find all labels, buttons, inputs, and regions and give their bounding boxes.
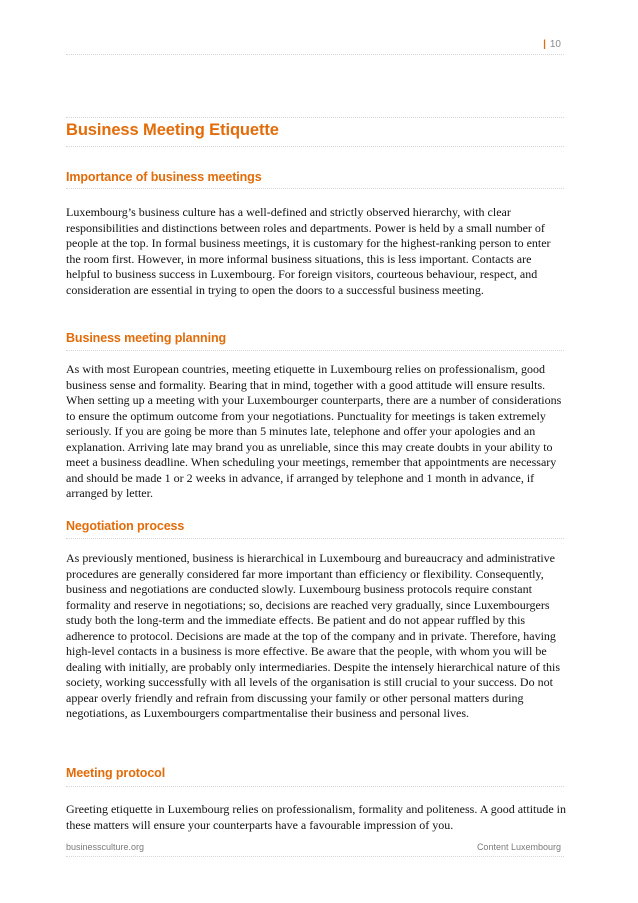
section-text-planning: As with most European countries, meeting etiquette in Luxembourg relies on professionalism, good business sense and formality. Bearing that in mind, together with a good attitude will ensure results. When setting up a meeting with your Luxembourger counterparts, there are a number of considerations to ensure the optimum outcome from your negotiations. Punctuality for meetings is taken extremely seriously. If you are going be more than 5 minutes late, telephone and offer your apologies and an explanation. Arriving late may brand you as unreliable, since this may create doubts in your ability to meet a business deadline. When scheduling your meetings, remember that appointments are necessary and should be made 1 or 2 weeks in advance, if arranged by telephone and 1 month in advance, if arranged by letter. — [66, 362, 562, 500]
header-divider — [66, 54, 564, 55]
section-rule-planning — [66, 350, 564, 351]
section-heading-negotiation: Negotiation process — [66, 519, 185, 533]
section-rule-negotiation — [66, 538, 564, 539]
page-number — [543, 39, 561, 50]
section-heading-planning: Business meeting planning — [66, 331, 227, 345]
section-text-protocol: Greeting etiquette in Luxembourg relies on professionalism, formality and politeness. A good attitude in these matters will ensure your counterparts have a favourable impression of you. — [66, 802, 567, 832]
section-rule-importance — [66, 188, 564, 189]
title-bottom-rule — [66, 146, 564, 147]
section-heading-importance: Importance of business meetings — [66, 170, 262, 184]
title-top-rule — [66, 117, 564, 118]
page-number-bar: | — [543, 39, 546, 50]
page-title: Business Meeting Etiquette — [66, 121, 279, 139]
section-heading-protocol: Meeting protocol — [66, 766, 166, 780]
footer-divider — [66, 856, 564, 857]
section-text-importance: Luxembourg’s business culture has a well-defined and strictly observed hierarchy, with clear responsibilities and distinctions between roles and departments. Power is held by a small number of people at the top. In formal business meetings, it is customary for the highest-ranking person to enter the room first. However, in more informal business situations, this is less important. Contacts are helpful to business success in Luxembourg. For foreign visitors, courteous behaviour, respect, and consideration are essential in trying to open the doors to a successful business meeting. — [66, 205, 551, 297]
page-number-value: 10 — [549, 39, 561, 50]
section-rule-protocol — [66, 786, 564, 787]
section-text-negotiation: As previously mentioned, business is hierarchical in Luxembourg and bureaucracy and administrative procedures are generally considered far more important than efficiency or flexibility. Consequently, business and negotiations are conducted slowly. Luxembourg business protocols require constant formality and reserve in negotiations; so, decisions are reached very gradually, since Luxembourgers study both the long-term and the immediate effects. Be patient and do not appear ruffled by this adherence to protocol. Decisions are made at the top of the company and in private. Therefore, having high-level contacts in a business is more effective. Be aware that the people, with whom you will be dealing with initially, are probably only intermediaries. Despite the intensely hierarchical nature of this society, working successfully with all levels of the organisation is still crucial to your success. Do not appear overly friendly and refrain from discussing your family or other personal matters during negotiations, as Luxembourgers compartmentalise their business and personal lives. — [66, 551, 561, 720]
footer-section-title: Content Luxembourg — [476, 842, 561, 852]
footer-website: businessculture.org — [66, 842, 145, 852]
